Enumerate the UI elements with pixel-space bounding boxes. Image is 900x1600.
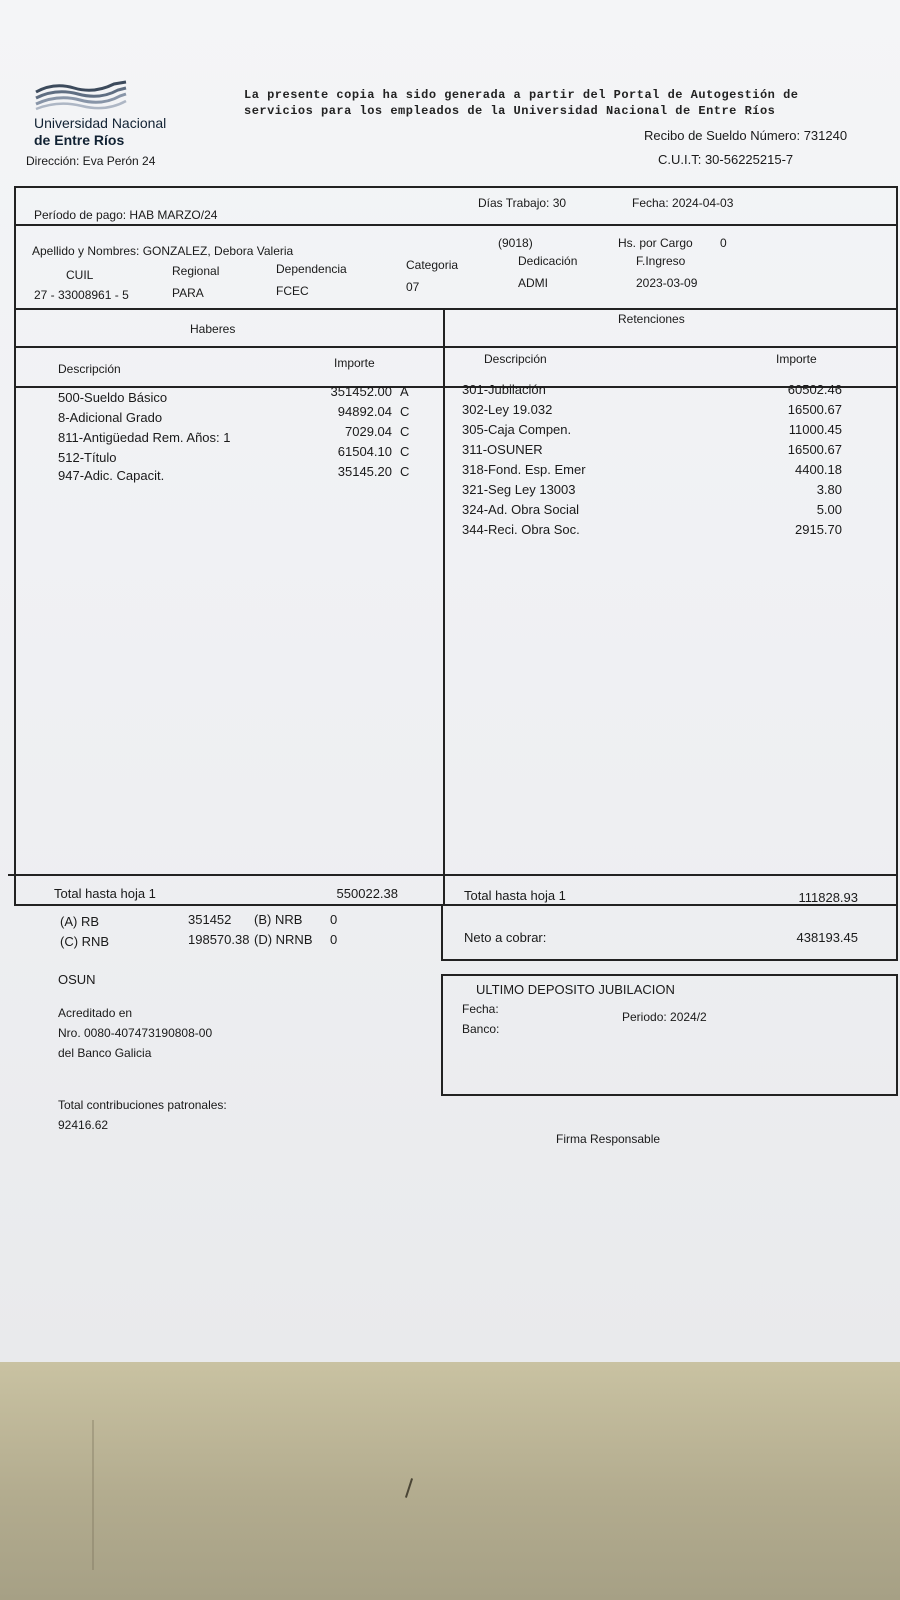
haberes-item-code: C [400,404,410,419]
haberes-col-desc: Descripción [58,362,121,376]
retenciones-item-desc: 311-OSUNER [462,442,543,457]
dependencia-label: Dependencia [276,262,347,276]
university-logo-icon [34,78,129,112]
categoria-label: Categoria [406,258,459,272]
retenciones-item-desc: 318-Fond. Esp. Emer [462,462,586,477]
dedicacion-value: ADMI [518,276,548,290]
neto-value: 438193.45 [796,930,858,945]
cuil-label: CUIL [66,268,94,282]
retenciones-item-amount: 16500.67 [787,442,842,457]
rnb-value: 198570.38 [188,932,250,947]
haberes-item-amount: 94892.04 [337,404,392,419]
retenciones-item-amount: 4400.18 [795,462,842,477]
haberes-item-amount: 61504.10 [337,444,392,459]
firma-responsable: Firma Responsable [556,1132,661,1146]
divider [14,224,898,226]
column-divider [443,308,445,906]
retenciones-total-label: Total hasta hoja 1 [464,888,566,903]
osun-label: OSUN [58,972,96,987]
contrib-label: Total contribuciones patronales: [58,1098,227,1112]
haberes-total-label: Total hasta hoja 1 [54,886,156,901]
haberes-item-code: C [400,424,410,439]
nrnb-label: (D) NRNB [254,932,313,947]
rb-value: 351452 [188,912,232,927]
retenciones-item-desc: 305-Caja Compen. [462,422,572,437]
haberes-col-importe: Importe [334,356,375,370]
payslip-frame [14,186,898,906]
hs-cargo-label: Hs. por Cargo [618,236,693,250]
ingreso-value: 2023-03-09 [636,276,698,290]
fecha: Fecha: 2024-04-03 [632,196,734,210]
dedicacion-label: Dedicación [518,254,578,268]
address: Dirección: Eva Perón 24 [26,154,156,168]
employee-code: (9018) [498,236,533,250]
retenciones-total-value: 111828.93 [798,890,858,905]
acreditado-line1: Acreditado en [58,1006,133,1020]
categoria-value: 07 [406,280,420,294]
retenciones-col-importe: Importe [776,352,817,366]
haberes-title: Haberes [190,322,236,336]
retenciones-item-desc: 321-Seg Ley 13003 [462,482,576,497]
notice-line2: servicios para los empleados de la Universidad Nacional de Entre Ríos [244,104,776,118]
divider [14,346,898,348]
rnb-label: (C) RNB [60,934,110,949]
employee-name: Apellido y Nombres: GONZALEZ, Debora Valeria [32,244,294,258]
haberes-item-desc: 811-Antigüedad Rem. Años: 1 [58,430,231,445]
haberes-item-desc: 512-Título [58,450,117,465]
notice-line1: La presente copia ha sido generada a partir del Portal de Autogestión de [244,88,799,102]
acreditado-line3: del Banco Galicia [58,1046,152,1060]
desk-mark [92,1420,94,1570]
regional-value: PARA [172,286,204,300]
deposito-fecha: Fecha: [462,1002,499,1016]
haberes-item-code: C [400,444,410,459]
university-name [34,115,166,149]
nrb-label: (B) NRB [254,912,303,927]
haberes-item-code: A [400,384,409,399]
retenciones-item-desc: 324-Ad. Obra Social [462,502,580,517]
receipt-number: Recibo de Sueldo Número: 731240 [644,128,848,143]
regional-label: Regional [172,264,220,278]
dias-trabajo: Días Trabajo: 30 [478,196,567,210]
haberes-total-value: 550022.38 [336,886,398,901]
divider [8,874,898,876]
retenciones-item-desc: 301-Jubilación [462,382,546,397]
retenciones-col-desc: Descripción [484,352,547,366]
retenciones-item-amount: 11000.45 [788,422,842,437]
university-name-line2: de Entre Ríos [34,132,125,148]
haberes-item-amount: 351452.00 [330,384,392,399]
rb-label: (A) RB [60,914,99,929]
nrnb-value: 0 [330,932,338,947]
contrib-value: 92416.62 [58,1118,109,1132]
cuil-value: 27 - 33008961 - 5 [34,288,129,302]
haberes-item-code: C [400,464,410,479]
haberes-item-desc: 8-Adicional Grado [58,410,163,425]
haberes-item-amount: 7029.04 [345,424,392,439]
deposito-periodo: Periodo: 2024/2 [622,1010,707,1024]
haberes-item-desc: 500-Sueldo Básico [58,390,168,405]
university-name-line1: Universidad Nacional [34,115,167,131]
hs-cargo-value: 0 [720,236,727,250]
nrb-value: 0 [330,912,338,927]
retenciones-item-desc: 344-Reci. Obra Soc. [462,522,580,537]
cuit: C.U.I.T: 30-56225215-7 [658,152,794,167]
neto-label: Neto a cobrar: [464,930,547,945]
retenciones-item-amount: 3.80 [816,482,842,497]
retenciones-item-amount: 2915.70 [795,522,842,537]
ingreso-label: F.Ingreso [636,254,686,268]
retenciones-item-desc: 302-Ley 19.032 [462,402,553,417]
acreditado-line2: Nro. 0080-407473190808-00 [58,1026,213,1040]
period-label: Período de pago: HAB MARZO/24 [34,208,218,222]
dependencia-value: FCEC [276,284,309,298]
retenciones-item-amount: 5.00 [816,502,842,517]
retenciones-title: Retenciones [618,312,685,326]
divider [14,308,898,310]
desk-background [0,1362,900,1600]
deposito-title: ULTIMO DEPOSITO JUBILACION [476,982,675,997]
haberes-item-desc: 947-Adic. Capacit. [58,468,165,483]
haberes-item-amount: 35145.20 [337,464,392,479]
retenciones-item-amount: 16500.67 [787,402,842,417]
deposito-banco: Banco: [462,1022,500,1036]
retenciones-item-amount: 60502.46 [787,382,842,397]
